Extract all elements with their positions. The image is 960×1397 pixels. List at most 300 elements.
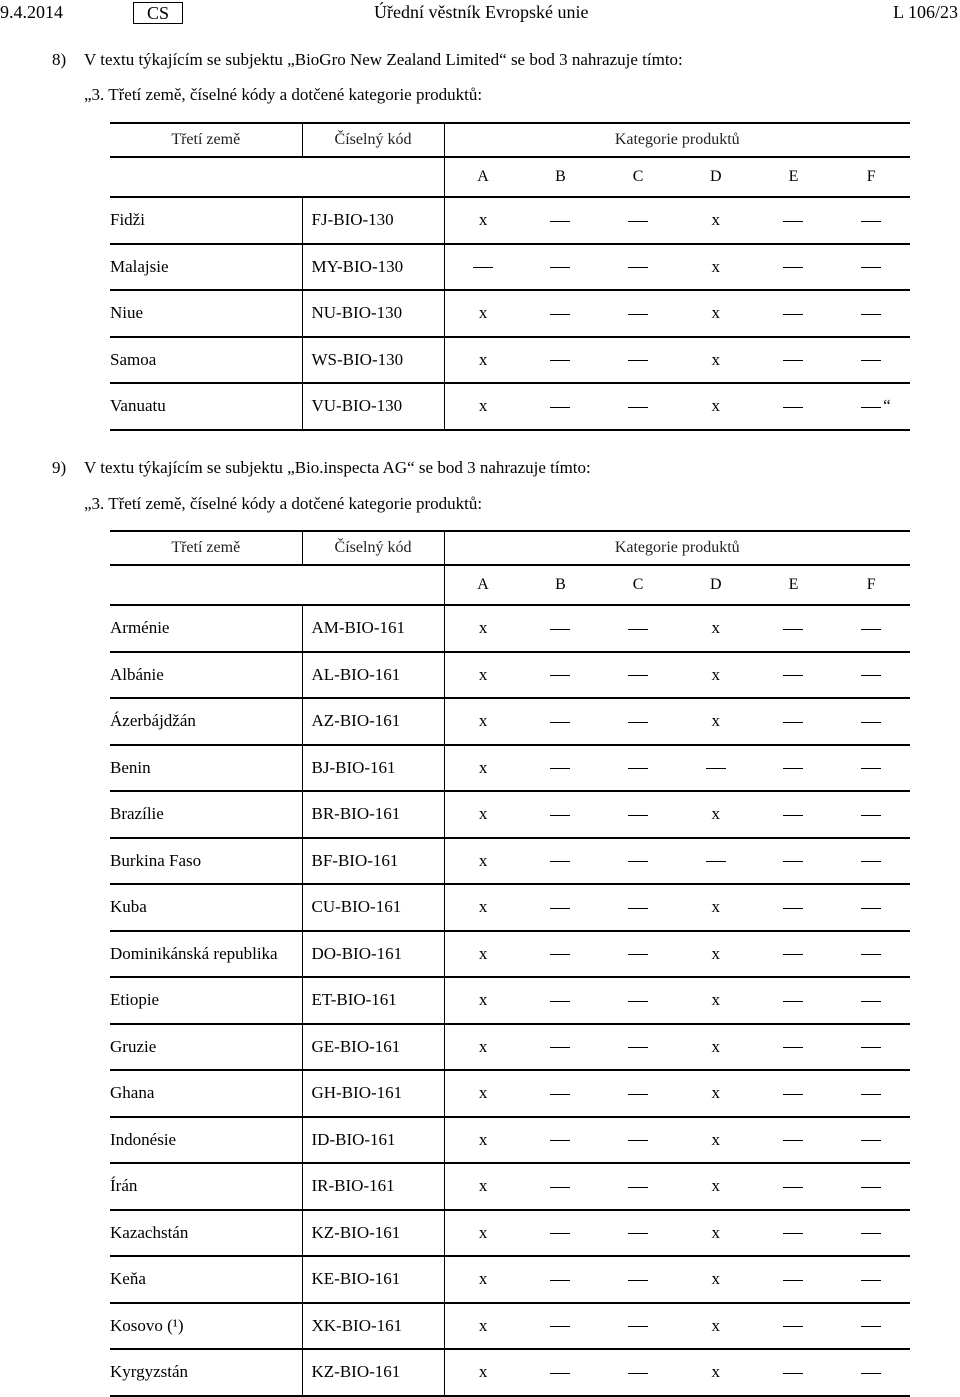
dash-mark: [550, 1140, 570, 1141]
category-cell-f: [832, 290, 910, 337]
section-9-number: 9): [52, 458, 67, 477]
category-cell-c: [599, 838, 677, 885]
dash-mark: [783, 675, 803, 676]
dash-mark: [550, 1001, 570, 1002]
category-cell-d: x: [677, 698, 755, 745]
dash-mark: [861, 1047, 881, 1048]
dash-mark: [628, 1280, 648, 1281]
dash-mark: [706, 861, 726, 862]
table-header-row: [110, 531, 910, 565]
dash-mark: [473, 267, 493, 268]
page-header: [0, 0, 960, 28]
header-categories: Kategorie produktů: [444, 123, 910, 157]
dash-mark: [783, 629, 803, 630]
category-cell-c: [599, 977, 677, 1024]
category-cell-f: [832, 1070, 910, 1117]
category-cell-e: [755, 977, 833, 1024]
code-cell: GH-BIO-161: [302, 1070, 444, 1117]
category-cell-b: [522, 698, 600, 745]
category-cell-b: [522, 605, 600, 652]
section-8-text: V textu týkajícím se subjektu „BioGro New Zealand Limited“ se bod 3 nahrazuje tímto:: [84, 50, 683, 69]
country-cell: Írán: [110, 1163, 302, 1210]
dash-mark: [783, 722, 803, 723]
category-cell-c: [599, 884, 677, 931]
category-cell-d: x: [677, 1210, 755, 1257]
dash-mark: [861, 1094, 881, 1095]
category-cell-f: [832, 1163, 910, 1210]
dash-mark: [861, 221, 881, 222]
table-row: [110, 197, 910, 244]
dash-mark: [550, 314, 570, 315]
category-cell-f: [832, 1024, 910, 1071]
category-cell-d: x: [677, 1070, 755, 1117]
dash-mark: [628, 407, 648, 408]
dash-mark: [783, 1140, 803, 1141]
category-cell-b: [522, 838, 600, 885]
section-8-number: 8): [52, 50, 67, 69]
category-cell-e: [755, 1303, 833, 1350]
category-cell-e: [755, 605, 833, 652]
dash-mark: [861, 629, 881, 630]
category-cell-f: [832, 931, 910, 978]
category-cell-c: [599, 337, 677, 384]
category-cell-c: [599, 605, 677, 652]
table-row: [110, 1070, 910, 1117]
dash-mark: [783, 1187, 803, 1188]
dash-mark: [550, 1326, 570, 1327]
letter-b: B: [522, 565, 600, 605]
letter-a: A: [444, 565, 522, 605]
table-row: [110, 977, 910, 1024]
table-row: [110, 884, 910, 931]
country-cell: Gruzie: [110, 1024, 302, 1071]
table-row: [110, 1117, 910, 1164]
category-cell-b: [522, 1256, 600, 1303]
code-cell: VU-BIO-130: [302, 383, 444, 430]
country-cell: Vanuatu: [110, 383, 302, 430]
category-cell-e: [755, 791, 833, 838]
category-cell-d: x: [677, 337, 755, 384]
dash-mark: [628, 267, 648, 268]
category-cell-e: [755, 698, 833, 745]
category-cell-d: x: [677, 1024, 755, 1071]
country-cell: Fidži: [110, 197, 302, 244]
table-row: [110, 337, 910, 384]
category-cell-d: x: [677, 977, 755, 1024]
dash-mark: [550, 675, 570, 676]
dash-mark: [550, 267, 570, 268]
dash-mark: [628, 360, 648, 361]
category-cell-e: [755, 931, 833, 978]
code-cell: IR-BIO-161: [302, 1163, 444, 1210]
table-row: [110, 745, 910, 792]
country-cell: Albánie: [110, 652, 302, 699]
letter-b: B: [522, 157, 600, 197]
letter-c: C: [599, 565, 677, 605]
dash-mark: [706, 768, 726, 769]
dash-mark: [550, 360, 570, 361]
category-letters-row: [110, 565, 910, 605]
dash-mark: [783, 861, 803, 862]
categories-table-bioinspecta: [110, 530, 910, 1397]
dash-mark: [628, 1326, 648, 1327]
country-cell: Niue: [110, 290, 302, 337]
dash-mark: [861, 407, 881, 408]
category-cell-c: [599, 383, 677, 430]
dash-mark: [861, 908, 881, 909]
category-cell-d: x: [677, 1117, 755, 1164]
dash-mark: [628, 1233, 648, 1234]
category-cell-f: [832, 244, 910, 291]
category-cell-d: x: [677, 884, 755, 931]
category-cell-a: x: [444, 1024, 522, 1071]
category-cell-a: x: [444, 698, 522, 745]
category-cell-c: [599, 1349, 677, 1396]
code-cell: AL-BIO-161: [302, 652, 444, 699]
category-cell-a: x: [444, 838, 522, 885]
category-cell-e: [755, 1256, 833, 1303]
category-cell-c: [599, 1163, 677, 1210]
dash-mark: [628, 1187, 648, 1188]
letter-d: D: [677, 157, 755, 197]
country-cell: Ázerbájdžán: [110, 698, 302, 745]
dash-mark: [628, 1047, 648, 1048]
country-cell: Malajsie: [110, 244, 302, 291]
category-cell-e: [755, 652, 833, 699]
table-row: [110, 652, 910, 699]
dash-mark: [628, 629, 648, 630]
category-cell-d: x: [677, 383, 755, 430]
dash-mark: [628, 1373, 648, 1374]
code-cell: BF-BIO-161: [302, 838, 444, 885]
letter-f: F: [832, 157, 910, 197]
category-cell-b: [522, 931, 600, 978]
dash-mark: [783, 360, 803, 361]
dash-mark: [861, 314, 881, 315]
category-cell-b: [522, 884, 600, 931]
dash-mark: [550, 1047, 570, 1048]
code-cell: ID-BIO-161: [302, 1117, 444, 1164]
table-row: [110, 838, 910, 885]
category-cell-d: x: [677, 931, 755, 978]
dash-mark: [861, 1373, 881, 1374]
dash-mark: [628, 1094, 648, 1095]
category-cell-e: [755, 1210, 833, 1257]
code-cell: DO-BIO-161: [302, 931, 444, 978]
category-cell-d: x: [677, 244, 755, 291]
page-reference: L 106/23: [893, 2, 958, 22]
category-cell-e: [755, 1163, 833, 1210]
issue-date: 9.4.2014: [0, 2, 63, 22]
category-cell-f: [832, 197, 910, 244]
category-cell-a: x: [444, 197, 522, 244]
dash-mark: [550, 407, 570, 408]
table-row: [110, 290, 910, 337]
category-cell-d: x: [677, 1256, 755, 1303]
category-cell-d: x: [677, 197, 755, 244]
dash-mark: [550, 629, 570, 630]
dash-mark: [783, 1280, 803, 1281]
category-cell-f: [832, 337, 910, 384]
category-cell-f: [832, 652, 910, 699]
header-country: Třetí země: [110, 531, 302, 565]
dash-mark: [861, 1326, 881, 1327]
header-categories: Kategorie produktů: [444, 531, 910, 565]
category-cell-b: [522, 290, 600, 337]
dash-mark: [628, 722, 648, 723]
dash-mark: [861, 360, 881, 361]
dash-mark: [628, 314, 648, 315]
category-cell-f: [832, 1117, 910, 1164]
category-cell-b: [522, 791, 600, 838]
dash-mark: [628, 768, 648, 769]
dash-mark: [861, 1187, 881, 1188]
section-9-text: V textu týkajícím se subjektu „Bio.inspecta AG“ se bod 3 nahrazuje tímto:: [84, 458, 591, 477]
dash-mark: [861, 954, 881, 955]
category-cell-a: x: [444, 337, 522, 384]
category-cell-e: [755, 1070, 833, 1117]
header-code: Číselný kód: [302, 531, 444, 565]
category-cell-b: [522, 1024, 600, 1071]
journal-title: Úřední věstník Evropské unie: [374, 2, 589, 22]
code-cell: ET-BIO-161: [302, 977, 444, 1024]
category-cell-c: [599, 745, 677, 792]
letter-e: E: [755, 565, 833, 605]
dash-mark: [783, 908, 803, 909]
category-cell-e: [755, 383, 833, 430]
dash-mark: [861, 1280, 881, 1281]
country-cell: Kuba: [110, 884, 302, 931]
code-cell: FJ-BIO-130: [302, 197, 444, 244]
category-cell-c: [599, 1024, 677, 1071]
dash-mark: [550, 1233, 570, 1234]
country-cell: Samoa: [110, 337, 302, 384]
table-row: [110, 244, 910, 291]
dash-mark: [628, 1140, 648, 1141]
category-cell-c: [599, 698, 677, 745]
letter-e: E: [755, 157, 833, 197]
code-cell: XK-BIO-161: [302, 1303, 444, 1350]
table-row: [110, 698, 910, 745]
code-cell: KZ-BIO-161: [302, 1210, 444, 1257]
dash-mark: [550, 1094, 570, 1095]
category-cell-f: [832, 745, 910, 792]
category-cell-a: x: [444, 1303, 522, 1350]
country-cell: Etiopie: [110, 977, 302, 1024]
category-cell-a: x: [444, 884, 522, 931]
country-cell: Arménie: [110, 605, 302, 652]
category-cell-e: [755, 1024, 833, 1071]
country-cell: Burkina Faso: [110, 838, 302, 885]
code-cell: KE-BIO-161: [302, 1256, 444, 1303]
dash-mark: [550, 954, 570, 955]
category-cell-f: [832, 838, 910, 885]
dash-mark: [783, 768, 803, 769]
letter-d: D: [677, 565, 755, 605]
category-cell-a: x: [444, 931, 522, 978]
category-cell-b: [522, 383, 600, 430]
dash-mark: [628, 221, 648, 222]
letter-c: C: [599, 157, 677, 197]
category-cell-e: [755, 337, 833, 384]
category-cell-b: [522, 1349, 600, 1396]
table-row: [110, 931, 910, 978]
category-cell-d: x: [677, 1349, 755, 1396]
dash-mark: [783, 314, 803, 315]
category-cell-c: [599, 197, 677, 244]
country-cell: Kosovo (¹): [110, 1303, 302, 1350]
category-cell-c: [599, 244, 677, 291]
category-cell-a: x: [444, 290, 522, 337]
category-cell-b: [522, 745, 600, 792]
table-row: [110, 1256, 910, 1303]
category-cell-a: x: [444, 652, 522, 699]
category-cell-a: x: [444, 791, 522, 838]
category-cell-b: [522, 244, 600, 291]
dash-mark: [550, 221, 570, 222]
category-cell-d: x: [677, 290, 755, 337]
country-cell: Ghana: [110, 1070, 302, 1117]
category-cell-c: [599, 1117, 677, 1164]
table-header-row: [110, 123, 910, 157]
category-cell-f: [832, 605, 910, 652]
category-cell-f: [832, 977, 910, 1024]
category-cell-a: x: [444, 1163, 522, 1210]
category-cell-b: [522, 1303, 600, 1350]
category-cell-c: [599, 652, 677, 699]
category-cell-e: [755, 1349, 833, 1396]
dash-mark: [783, 1326, 803, 1327]
code-cell: CU-BIO-161: [302, 884, 444, 931]
dash-mark: [861, 861, 881, 862]
code-cell: MY-BIO-130: [302, 244, 444, 291]
categories-table-biogro: [110, 122, 910, 431]
code-cell: BR-BIO-161: [302, 791, 444, 838]
table-row: [110, 605, 910, 652]
category-cell-f: [832, 698, 910, 745]
country-cell: Dominikánská republika: [110, 931, 302, 978]
dash-mark: [861, 675, 881, 676]
category-cell-e: [755, 745, 833, 792]
category-cell-c: [599, 290, 677, 337]
category-cell-a: x: [444, 383, 522, 430]
dash-mark: [628, 861, 648, 862]
category-cell-c: [599, 1303, 677, 1350]
table-row: [110, 383, 910, 430]
category-cell-c: [599, 1256, 677, 1303]
code-cell: NU-BIO-130: [302, 290, 444, 337]
category-cell-e: [755, 884, 833, 931]
category-cell-c: [599, 791, 677, 838]
category-cell-b: [522, 1163, 600, 1210]
category-cell-f: [832, 1210, 910, 1257]
category-letters-row: [110, 157, 910, 197]
category-cell-d: x: [677, 1163, 755, 1210]
header-country: Třetí země: [110, 123, 302, 157]
category-cell-b: [522, 1210, 600, 1257]
dash-mark: [550, 861, 570, 862]
category-cell-e: [755, 290, 833, 337]
country-cell: Kazachstán: [110, 1210, 302, 1257]
category-cell-c: [599, 1210, 677, 1257]
dash-mark: [861, 267, 881, 268]
table-row: [110, 791, 910, 838]
table-row: [110, 1210, 910, 1257]
category-cell-e: [755, 197, 833, 244]
category-cell-b: [522, 652, 600, 699]
dash-mark: [550, 908, 570, 909]
dash-mark: [783, 1373, 803, 1374]
code-cell: GE-BIO-161: [302, 1024, 444, 1071]
country-cell: Keňa: [110, 1256, 302, 1303]
section-9-intro: „3. Třetí země, číselné kódy a dotčené kategorie produktů:: [84, 494, 483, 513]
category-cell-d: x: [677, 652, 755, 699]
dash-mark: [628, 675, 648, 676]
letter-a: A: [444, 157, 522, 197]
code-cell: BJ-BIO-161: [302, 745, 444, 792]
dash-mark: [783, 1047, 803, 1048]
letter-f: F: [832, 565, 910, 605]
dash-mark: [628, 908, 648, 909]
dash-mark: [861, 1140, 881, 1141]
category-cell-f: [832, 1303, 910, 1350]
category-cell-d: x: [677, 605, 755, 652]
category-cell-a: x: [444, 745, 522, 792]
dash-mark: [783, 815, 803, 816]
code-cell: AZ-BIO-161: [302, 698, 444, 745]
dash-mark: [861, 1233, 881, 1234]
category-cell-c: [599, 1070, 677, 1117]
dash-mark: [861, 815, 881, 816]
code-cell: AM-BIO-161: [302, 605, 444, 652]
language-badge: CS: [133, 2, 183, 24]
dash-mark: [783, 1233, 803, 1234]
category-cell-a: x: [444, 1256, 522, 1303]
category-cell-f: [832, 884, 910, 931]
dash-mark: [550, 1373, 570, 1374]
code-cell: KZ-BIO-161: [302, 1349, 444, 1396]
dash-mark: [550, 815, 570, 816]
category-cell-e: [755, 1117, 833, 1164]
category-cell-c: [599, 931, 677, 978]
category-cell-a: x: [444, 1349, 522, 1396]
dash-mark: [783, 1001, 803, 1002]
table-row: [110, 1303, 910, 1350]
category-cell-a: x: [444, 1210, 522, 1257]
category-cell-b: [522, 337, 600, 384]
dash-mark: [628, 954, 648, 955]
category-cell-f: [832, 1256, 910, 1303]
category-cell-d: [677, 745, 755, 792]
section-8-intro: „3. Třetí země, číselné kódy a dotčené kategorie produktů:: [84, 85, 483, 104]
dash-mark: [861, 722, 881, 723]
category-cell-a: x: [444, 977, 522, 1024]
dash-mark: [861, 1001, 881, 1002]
table-row: [110, 1024, 910, 1071]
category-cell-f: [832, 383, 910, 430]
category-cell-b: [522, 197, 600, 244]
category-cell-f: [832, 1349, 910, 1396]
dash-mark: [783, 407, 803, 408]
category-cell-d: [677, 838, 755, 885]
dash-mark: [628, 815, 648, 816]
category-cell-b: [522, 1070, 600, 1117]
country-cell: Indonésie: [110, 1117, 302, 1164]
country-cell: Kyrgyzstán: [110, 1349, 302, 1396]
dash-mark: [861, 768, 881, 769]
dash-mark: [550, 1280, 570, 1281]
category-cell-a: [444, 244, 522, 291]
